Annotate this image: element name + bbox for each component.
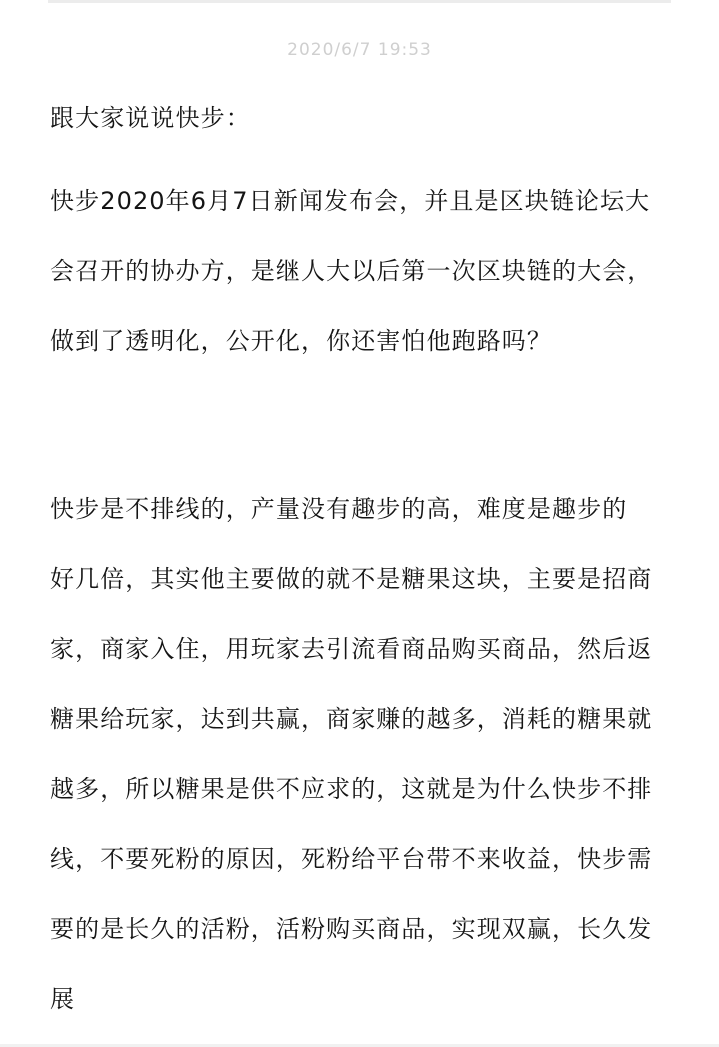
top-divider [48, 0, 671, 3]
paragraph-2 [50, 474, 675, 1034]
paragraph-gap [50, 376, 675, 474]
paragraph-line: 快步2020年6月7日新闻发布会，并且是区块链论坛大 [50, 187, 651, 215]
post-title: 跟大家说说快步： [50, 104, 251, 132]
paragraph-line: 好几倍，其实他主要做的就不是糖果这块，主要是招商 [50, 565, 653, 593]
paragraph-line: 快步是不排线的，产量没有趣步的高，难度是趣步的 [50, 495, 628, 523]
paragraph-line: 线，不要死粉的原因，死粉给平台带不来收益，快步需 [50, 845, 653, 873]
paragraph-line: 做到了透明化，公开化，你还害怕他跑路吗？ [50, 327, 552, 355]
paragraph-line: 越多，所以糖果是供不应求的，这就是为什么快步不排 [50, 775, 653, 803]
paragraph-line: 展 [50, 985, 76, 1013]
post-body [50, 96, 675, 1034]
paragraph-line: 要的是长久的活粉，活粉购买商品，实现双赢，长久发 [50, 915, 653, 943]
paragraph-line: 会召开的协办方，是继人大以后第一次区块链的大会， [50, 257, 653, 285]
post-timestamp: 2020/6/7 19:53 [287, 40, 432, 60]
paragraph-1 [50, 166, 675, 376]
paragraph-line: 家，商家入住，用玩家去引流看商品购买商品，然后返 [50, 635, 653, 663]
paragraph-line: 糖果给玩家，达到共赢，商家赚的越多，消耗的糖果就 [50, 705, 653, 733]
